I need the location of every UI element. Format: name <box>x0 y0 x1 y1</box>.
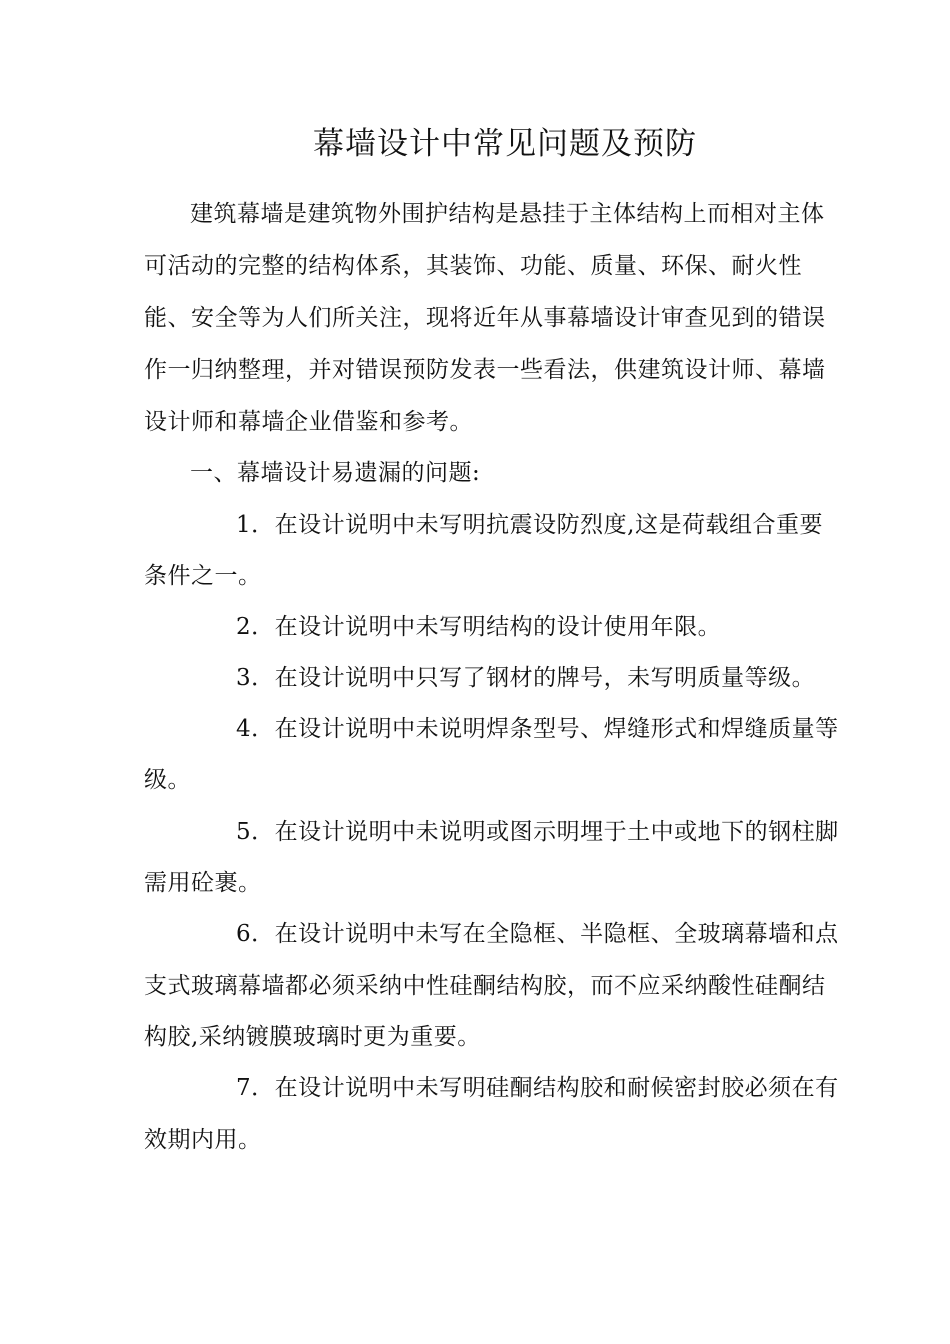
list-item-line: 5．在设计说明中未说明或图示明埋于土中或地下的钢柱脚 <box>236 819 839 845</box>
document-title: 幕墙设计中常见问题及预防 <box>313 126 697 162</box>
list-item-line: 条件之一。 <box>144 563 262 589</box>
intro-line: 设计师和幕墙企业借鉴和参考。 <box>144 409 473 435</box>
list-item-line: 效期内用。 <box>144 1127 262 1153</box>
list-item-line: 支式玻璃幕墙都必须采纳中性硅酮结构胶，而不应采纳酸性硅酮结 <box>144 973 826 999</box>
section-heading: 一、幕墙设计易遗漏的问题: <box>190 460 481 486</box>
list-item-line: 需用砼裹。 <box>144 870 262 896</box>
intro-line: 作一归纳整理，并对错误预防发表一些看法，供建筑设计师、幕墙 <box>144 357 826 383</box>
list-item-line: 4．在设计说明中未说明焊条型号、焊缝形式和焊缝质量等 <box>236 716 839 742</box>
list-item-line: 1．在设计说明中未写明抗震设防烈度,这是荷载组合重要 <box>236 512 823 538</box>
list-item-line: 2．在设计说明中未写明结构的设计使用年限。 <box>236 614 722 640</box>
list-item-line: 级。 <box>144 767 191 793</box>
list-item-line: 构胶,采纳镀膜玻璃时更为重要。 <box>144 1024 481 1050</box>
list-item-line: 3．在设计说明中只写了钢材的牌号，未写明质量等级。 <box>236 665 816 691</box>
list-item-line: 6．在设计说明中未写在全隐框、半隐框、全玻璃幕墙和点 <box>236 921 839 947</box>
intro-line: 能、安全等为人们所关注，现将近年从事幕墙设计审查见到的错误 <box>144 305 826 331</box>
intro-line: 可活动的完整的结构体系，其装饰、功能、质量、环保、耐火性 <box>144 253 802 279</box>
intro-line: 建筑幕墙是建筑物外围护结构是悬挂于主体结构上而相对主体 <box>190 201 825 227</box>
list-item-line: 7．在设计说明中未写明硅酮结构胶和耐候密封胶必须在有 <box>236 1075 839 1101</box>
